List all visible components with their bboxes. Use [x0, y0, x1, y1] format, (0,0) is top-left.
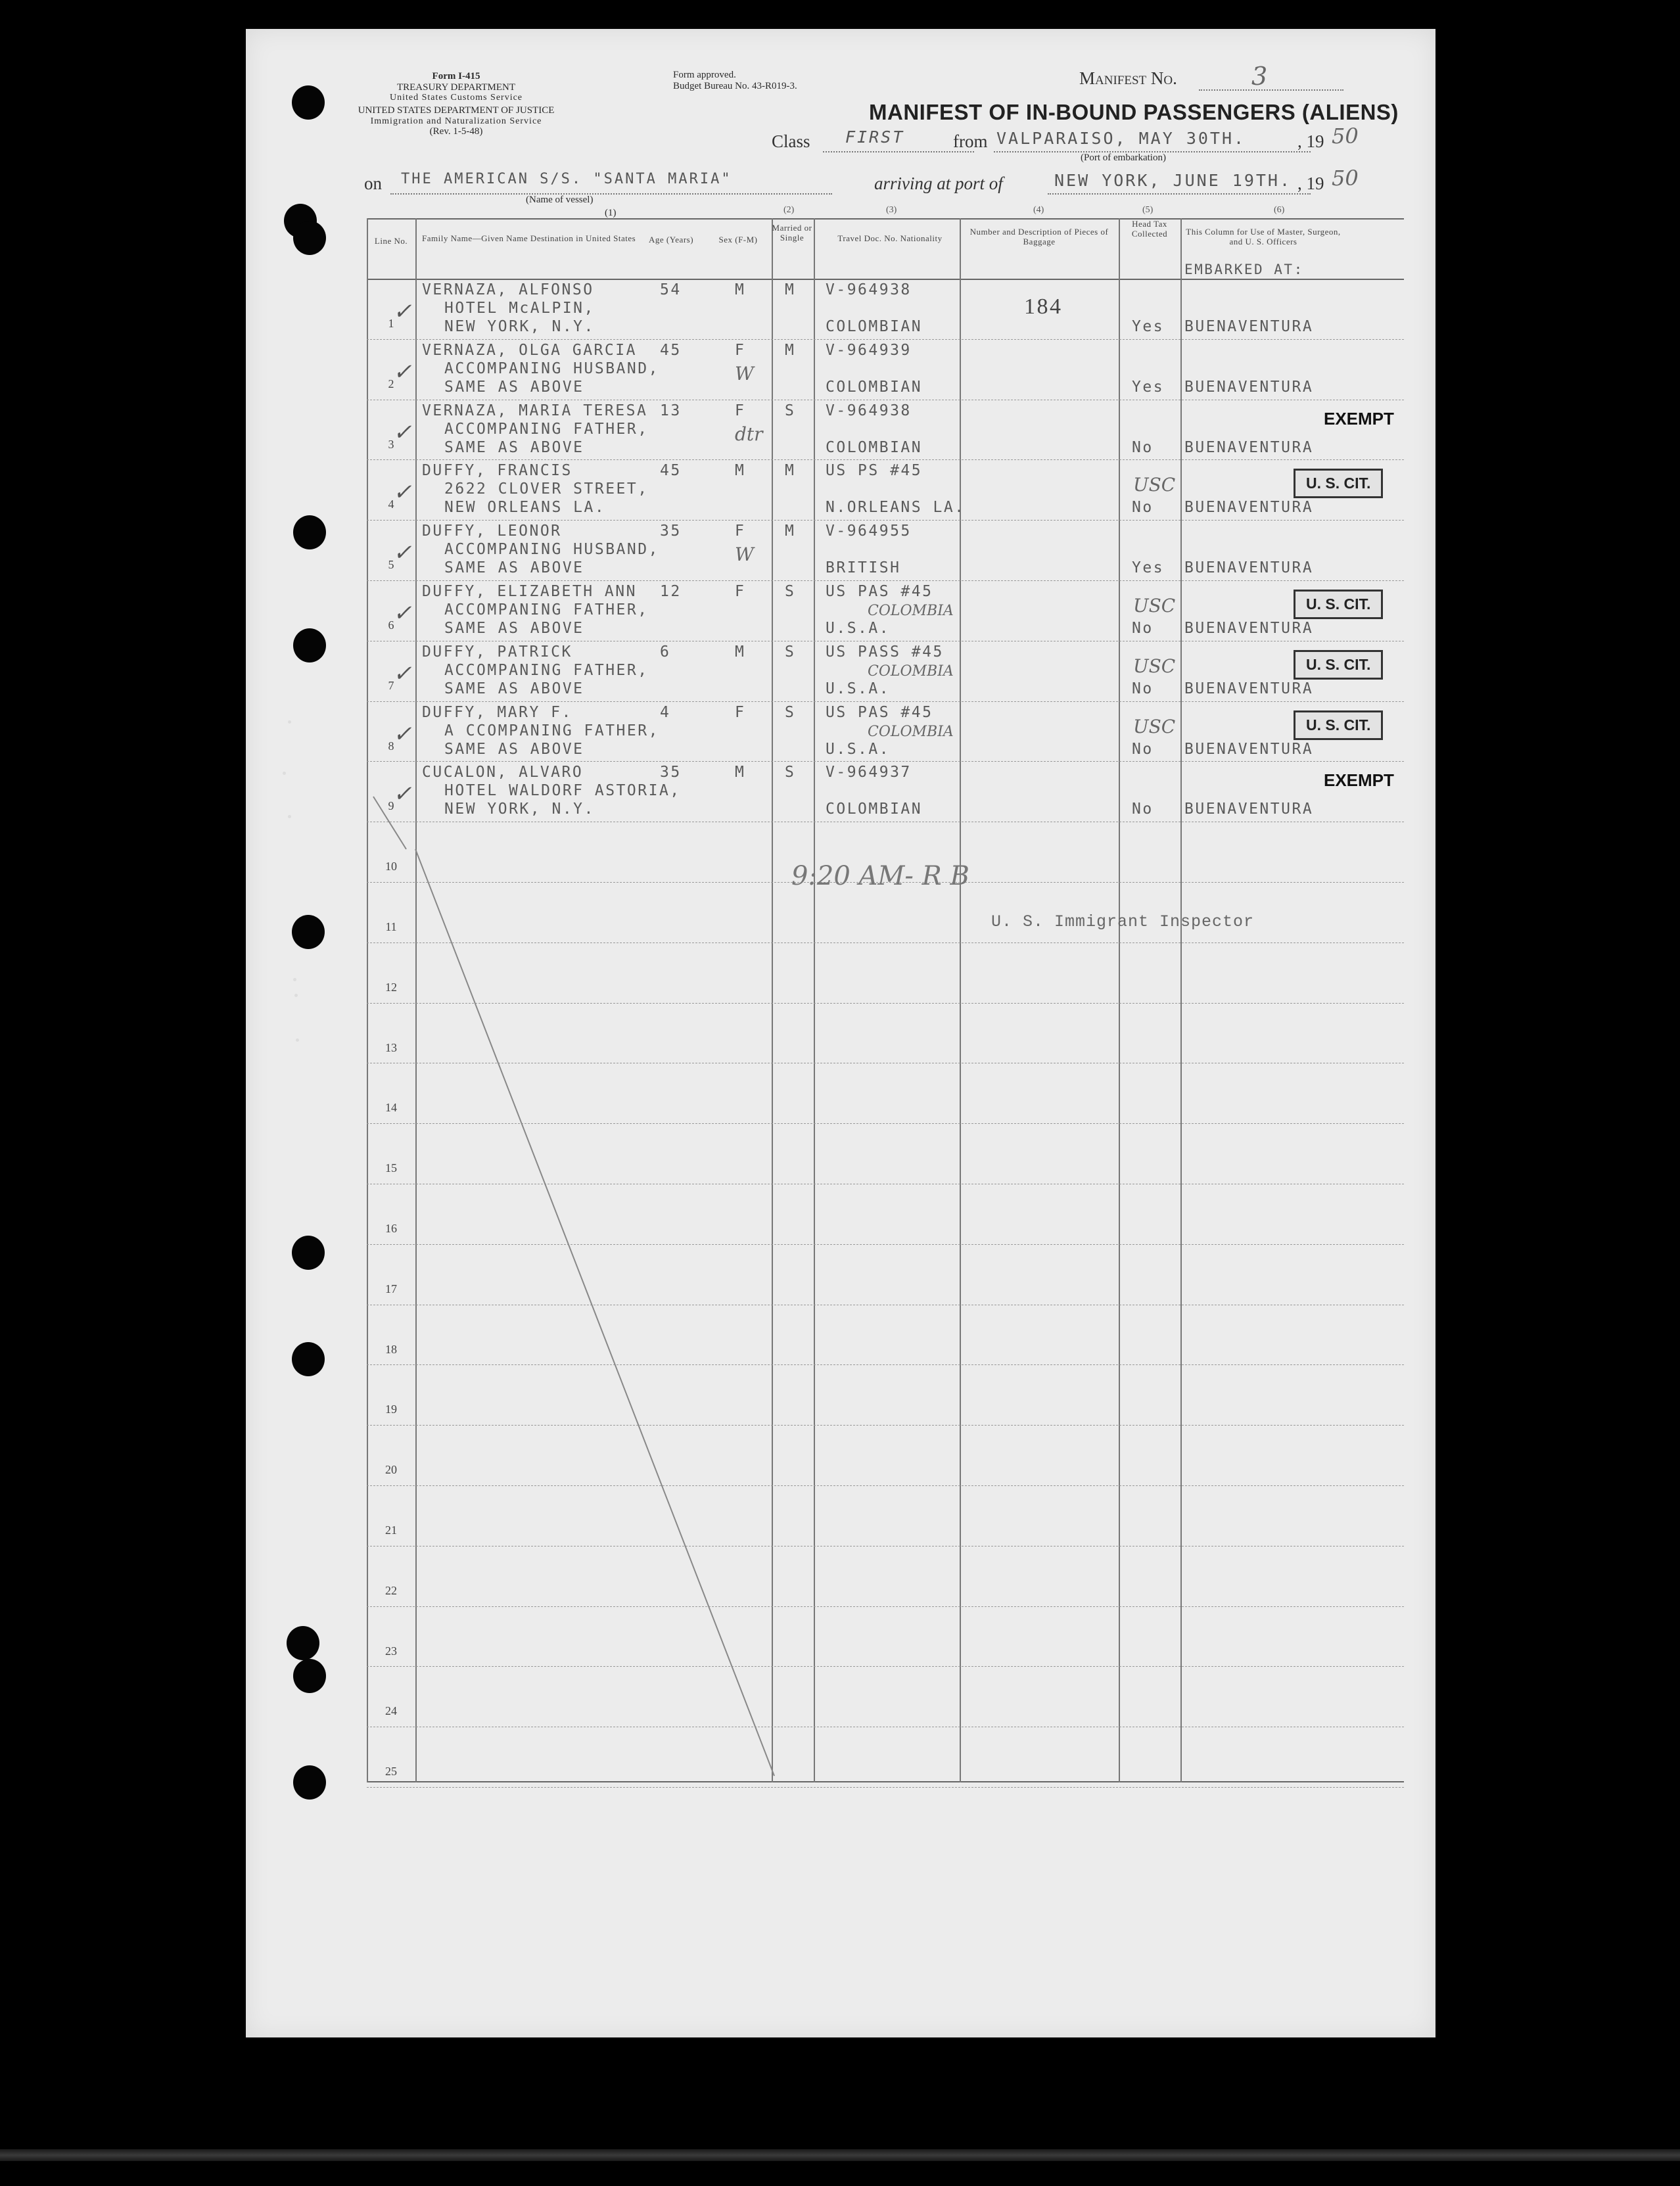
year-prefix: , 19 [1297, 131, 1324, 151]
col-travel-doc: Travel Doc. No. Nationality [837, 233, 943, 243]
passenger-sex: F [735, 341, 746, 359]
exempt-stamp: EXEMPT [1324, 408, 1394, 429]
line-number: 7 [388, 678, 394, 692]
year2-prefix: , 19 [1297, 174, 1324, 193]
handwritten-note: USC [1133, 715, 1176, 737]
line-number: 23 [385, 1644, 397, 1658]
passenger-dest-2: SAME AS ABOVE [444, 680, 584, 697]
line-number: 9 [388, 799, 394, 813]
head-tax: Yes [1132, 318, 1165, 335]
travel-doc: US PAS #45 [826, 583, 933, 600]
passenger-age: 45 [660, 462, 682, 480]
us-citizen-stamp: U. S. CIT. [1294, 710, 1383, 740]
passenger-dest-2: NEW YORK, N.Y. [444, 801, 595, 818]
handwritten-note: dtr [735, 423, 763, 445]
passenger-name: DUFFY, PATRICK [422, 643, 572, 661]
punch-hole [292, 85, 325, 120]
passenger-marital: S [785, 402, 796, 419]
check-mark: ✓ [393, 540, 412, 567]
passenger-marital: M [785, 281, 796, 298]
passenger-dest-2: NEW YORK, N.Y. [444, 318, 595, 335]
passenger-age: 4 [660, 703, 671, 721]
exempt-stamp: EXEMPT [1324, 770, 1394, 791]
passenger-name: VERNAZA, MARIA TERESA [422, 402, 648, 419]
head-tax: Yes [1132, 559, 1165, 577]
passenger-dest-1: A CCOMPANING FATHER, [444, 722, 659, 739]
nationality: U.S.A. [826, 740, 891, 758]
punch-hole [292, 1236, 325, 1270]
col-baggage: Number and Description of Pieces of Baggage [969, 227, 1109, 246]
handwritten-colombia: COLOMBIA [868, 723, 954, 740]
page-title: MANIFEST OF IN-BOUND PASSENGERS (ALIENS) [869, 100, 1399, 124]
handwritten-note: USC [1133, 474, 1176, 496]
handwritten-colombia: COLOMBIA [868, 603, 954, 619]
check-mark: ✓ [393, 298, 412, 325]
line-number: 6 [388, 618, 394, 632]
line-number: 24 [385, 1704, 397, 1718]
col-num-5: (5) [1142, 205, 1154, 215]
passenger-dest-1: ACCOMPANING HUSBAND, [444, 541, 659, 559]
col-married: Married or Single [772, 223, 812, 243]
nationality: BRITISH [826, 559, 901, 577]
arrival-port: NEW YORK, JUNE 19TH. [1054, 171, 1292, 190]
line-number: 17 [385, 1282, 397, 1295]
col-num-3: (3) [886, 205, 897, 215]
year: 50 [1332, 124, 1359, 149]
passenger-marital: M [785, 523, 796, 540]
passenger-marital: S [785, 764, 796, 781]
passenger-dest-2: NEW ORLEANS LA. [444, 499, 606, 517]
line-number: 14 [385, 1101, 397, 1115]
head-tax: No [1132, 680, 1154, 697]
vessel-name: THE AMERICAN S/S. "SANTA MARIA" [401, 171, 732, 187]
travel-doc: V-964938 [826, 402, 912, 419]
nationality: COLOMBIAN [826, 801, 923, 818]
line-number: 20 [385, 1463, 397, 1477]
passenger-dest-1: ACCOMPANING FATHER, [444, 420, 649, 438]
manifest-no: 3 [1251, 62, 1268, 91]
check-mark: ✓ [393, 358, 412, 385]
col-head-tax: Head Tax Collected [1131, 219, 1168, 239]
passenger-dest-2: SAME AS ABOVE [444, 620, 584, 637]
passenger-sex: F [735, 703, 746, 721]
inspector-label: U. S. Immigrant Inspector [991, 912, 1255, 931]
form-approved: Form approved. [673, 70, 736, 80]
check-mark: ✓ [393, 720, 412, 747]
handwritten-note: W [735, 544, 754, 566]
justice-dept: UNITED STATES DEPARTMENT OF JUSTICE [358, 105, 555, 116]
us-citizen-stamp: U. S. CIT. [1294, 650, 1383, 680]
manifest-page [246, 29, 1435, 2037]
passenger-age: 35 [660, 764, 682, 781]
line-number: 22 [385, 1583, 397, 1597]
passenger-age: 6 [660, 643, 671, 661]
budget-bureau: Budget Bureau No. 43-R019-3. [673, 80, 797, 91]
travel-doc: US PASS #45 [826, 643, 944, 661]
revision: (Rev. 1-5-48) [429, 126, 483, 137]
punch-hole [293, 515, 326, 549]
line-number: 12 [385, 980, 397, 994]
passenger-dest-1: ACCOMPANING FATHER, [444, 661, 649, 679]
passenger-marital: S [785, 583, 796, 600]
punch-hole [287, 1626, 319, 1660]
col-sex: Sex (F-M) [718, 235, 758, 244]
passenger-name: VERNAZA, ALFONSO [422, 281, 594, 298]
passenger-dest-1: HOTEL McALPIN, [444, 300, 595, 317]
passenger-dest-2: SAME AS ABOVE [444, 438, 584, 456]
line-number: 4 [388, 498, 394, 511]
nationality: COLOMBIAN [826, 318, 923, 335]
passenger-sex: M [735, 643, 746, 661]
line-number: 8 [388, 739, 394, 753]
passenger-name: DUFFY, ELIZABETH ANN [422, 583, 637, 600]
passenger-sex: F [735, 583, 746, 600]
customs-service: United States Customs Service [389, 93, 523, 103]
check-mark: ✓ [393, 660, 412, 687]
passenger-dest-1: ACCOMPANING HUSBAND, [444, 360, 659, 377]
form-number: Form I-415 [432, 71, 480, 81]
head-tax: No [1132, 740, 1154, 758]
line-number: 2 [388, 377, 394, 390]
head-tax: No [1132, 620, 1154, 637]
punch-hole [292, 915, 325, 949]
line-number: 5 [388, 558, 394, 572]
travel-doc: V-964939 [826, 341, 912, 359]
travel-doc: V-964938 [826, 281, 912, 298]
class-label: Class [772, 131, 810, 151]
embarked-at: BUENAVENTURA [1184, 438, 1314, 456]
embarked-at: BUENAVENTURA [1184, 378, 1314, 396]
col-name: Family Name—Given Name Destination in United States [422, 233, 636, 243]
us-citizen-stamp: U. S. CIT. [1294, 590, 1383, 619]
punch-hole [293, 221, 326, 255]
from-label: from [953, 131, 988, 151]
embarked-at: BUENAVENTURA [1184, 620, 1314, 637]
nationality: COLOMBIAN [826, 438, 923, 456]
col-line-no: Line No. [374, 236, 408, 246]
embarked-at: BUENAVENTURA [1184, 680, 1314, 697]
punch-hole [293, 1765, 326, 1800]
passenger-age: 13 [660, 402, 682, 419]
passenger-dest-1: ACCOMPANING FATHER, [444, 601, 649, 618]
passenger-marital: S [785, 703, 796, 721]
line-number: 15 [385, 1161, 397, 1175]
treasury-dept: TREASURY DEPARTMENT [396, 81, 516, 93]
col-num-6: (6) [1274, 205, 1285, 215]
time-initials: 9:20 AM- R B [791, 861, 969, 891]
check-mark: ✓ [393, 419, 412, 446]
line-number: 1 [388, 317, 394, 330]
col-age: Age (Years) [648, 235, 694, 244]
approval-block [673, 70, 797, 91]
passenger-name: DUFFY, LEONOR [422, 523, 562, 540]
arriving-label: arriving at port of [874, 174, 1003, 193]
embarked-at: BUENAVENTURA [1184, 740, 1314, 758]
handwritten-note: USC [1133, 655, 1176, 677]
check-mark: ✓ [393, 781, 412, 808]
embarked-at: BUENAVENTURA [1184, 499, 1314, 517]
travel-doc: V-964937 [826, 764, 912, 781]
passenger-sex: M [735, 281, 746, 298]
head-tax: No [1132, 499, 1154, 517]
col-num-2: (2) [783, 205, 795, 215]
line-number: 13 [385, 1040, 397, 1054]
line-number: 3 [388, 437, 394, 451]
passenger-sex: F [735, 402, 746, 419]
punch-hole [293, 1659, 326, 1693]
baggage-count: 184 [1024, 294, 1063, 319]
handwritten-colombia: COLOMBIA [868, 663, 954, 680]
handwritten-note: USC [1133, 595, 1176, 616]
embarked-at: BUENAVENTURA [1184, 559, 1314, 577]
travel-doc: US PS #45 [826, 462, 923, 480]
head-tax: No [1132, 438, 1154, 456]
line-number: 18 [385, 1342, 397, 1356]
col1-number: (1) [605, 208, 617, 218]
check-mark: ✓ [393, 600, 412, 626]
line-number: 10 [385, 860, 397, 873]
passenger-marital: M [785, 341, 796, 359]
travel-doc: V-964955 [826, 523, 912, 540]
vessel-note: (Name of vessel) [526, 195, 594, 205]
on-label: on [364, 174, 382, 193]
nationality: U.S.A. [826, 620, 891, 637]
passenger-age: 54 [660, 281, 682, 298]
passenger-age: 35 [660, 523, 682, 540]
passenger-dest-1: 2622 CLOVER STREET, [444, 480, 649, 498]
nationality: N.ORLEANS LA. [826, 499, 966, 517]
embarked-at-header: EMBARKED AT: [1184, 262, 1304, 277]
passenger-age: 12 [660, 583, 682, 600]
form-id-block [344, 71, 568, 137]
passenger-sex: M [735, 764, 746, 781]
from-port: VALPARAISO, MAY 30TH. [996, 129, 1246, 148]
embarked-at: BUENAVENTURA [1184, 318, 1314, 335]
us-citizen-stamp: U. S. CIT. [1294, 469, 1383, 498]
nationality: COLOMBIAN [826, 378, 923, 396]
line-number: 16 [385, 1222, 397, 1235]
passenger-table [367, 205, 1404, 1782]
ins-service: Immigration and Naturalization Service [370, 116, 542, 126]
embarked-at: BUENAVENTURA [1184, 801, 1314, 818]
passenger-dest-2: SAME AS ABOVE [444, 378, 584, 396]
punch-hole [293, 628, 326, 663]
manifest-no-label: Manifest No. [1079, 68, 1177, 88]
passenger-sex: F [735, 523, 746, 540]
head-tax: No [1132, 801, 1154, 818]
class-value: FIRST [845, 128, 905, 147]
passenger-name: CUCALON, ALVARO [422, 764, 584, 781]
passenger-name: VERNAZA, OLGA GARCIA [422, 341, 637, 359]
travel-doc: US PAS #45 [826, 703, 933, 721]
passenger-marital: S [785, 643, 796, 661]
passenger-dest-2: SAME AS ABOVE [444, 740, 584, 758]
passenger-dest-1: HOTEL WALDORF ASTORIA, [444, 782, 681, 800]
line-number: 25 [385, 1765, 397, 1779]
year2: 50 [1332, 166, 1359, 191]
passenger-name: DUFFY, MARY F. [422, 703, 572, 721]
passenger-age: 45 [660, 341, 682, 359]
punch-hole [292, 1342, 325, 1376]
void-diagonal-line [367, 218, 1404, 1782]
passenger-marital: M [785, 462, 796, 480]
line-number: 11 [385, 920, 397, 933]
passenger-sex: M [735, 462, 746, 480]
port-embark-note: (Port of embarkation) [1081, 152, 1166, 163]
col-officers: This Column for Use of Master, Surgeon, and U. S. Officers [1186, 227, 1341, 246]
scan-bottom-stripe [0, 2149, 1680, 2161]
check-mark: ✓ [393, 479, 412, 506]
head-tax: Yes [1132, 378, 1165, 396]
line-number: 19 [385, 1403, 397, 1416]
handwritten-note: W [735, 362, 754, 384]
nationality: U.S.A. [826, 680, 891, 697]
passenger-dest-2: SAME AS ABOVE [444, 559, 584, 577]
passenger-name: DUFFY, FRANCIS [422, 462, 572, 480]
col-num-4: (4) [1033, 205, 1044, 215]
line-number: 21 [385, 1523, 397, 1537]
